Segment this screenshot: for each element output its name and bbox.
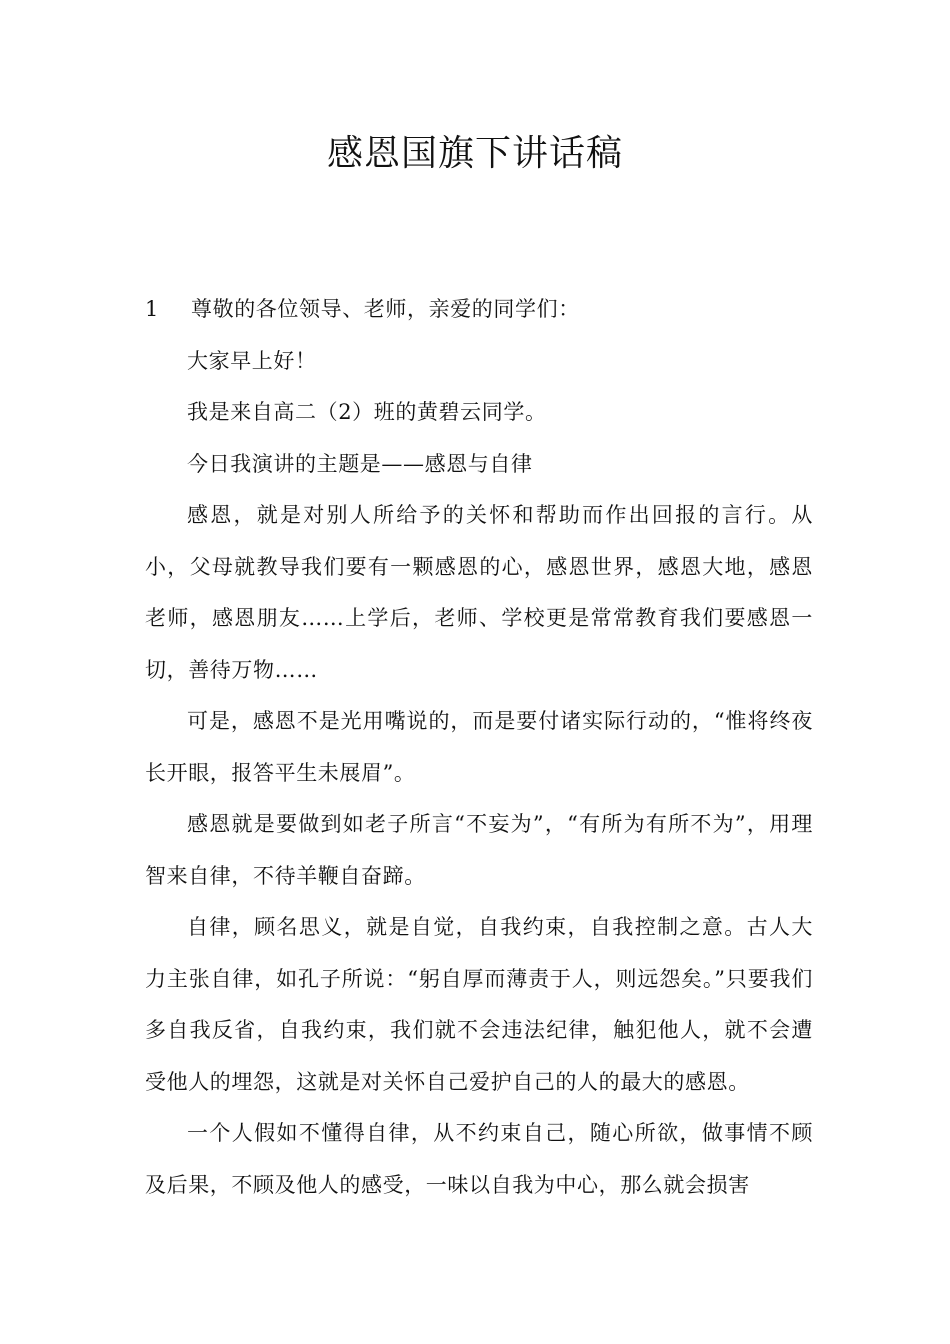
paragraph-greeting: 大家早上好！ bbox=[187, 348, 317, 373]
paragraph-number: 1 bbox=[145, 297, 159, 321]
paragraph-salutation bbox=[145, 284, 813, 336]
paragraph-gratitude-definition: 感恩，就是对别人所给予的关怀和帮助而作出回报的言行。从小，父母就教导我们要有一颗感恩的心，感恩世界，感恩大地，感恩老师，感恩朋友……上学后，老师、学校更是常常教育我们要感恩一切，善待万物…… bbox=[145, 503, 813, 682]
paragraph-topic: 今日我演讲的主题是——感恩与自律 bbox=[187, 451, 533, 476]
paragraph-self-discipline: 自律，顾名思义，就是自觉，自我约束，自我控制之意。古人大力主张自律，如孔子所说：“躬自厚而薄责于人，则远怨矣。”只要我们多自我反省，自我约束，我们就不会违法纪律，触犯他人，就不会遭受他人的埋怨，这就是对关怀自己爱护自己的人的最大的感恩。 bbox=[145, 915, 813, 1094]
salutation-text: 尊敬的各位领导、老师，亲爱的同学们： bbox=[191, 297, 580, 321]
paragraph-laozi: 感恩就是要做到如老子所言“不妄为”，“有所为有所不为”，用理智来自律，不待羊鞭自奋蹄。 bbox=[145, 812, 813, 888]
speech-body bbox=[145, 284, 813, 1211]
paragraph-introduction: 我是来自高二（2）班的黄碧云同学。 bbox=[187, 400, 547, 424]
page-title: 感恩国旗下讲话稿 bbox=[326, 133, 623, 174]
paragraph-gratitude-action: 可是，感恩不是光用嘴说的，而是要付诸实际行动的，“惟将终夜长开眼，报答平生未展眉”。 bbox=[145, 709, 813, 785]
paragraph-lack-of-discipline: 一个人假如不懂得自律，从不约束自己，随心所欲，做事情不顾及后果，不顾及他人的感受，一味以自我为中心，那么就会损害 bbox=[145, 1121, 813, 1197]
